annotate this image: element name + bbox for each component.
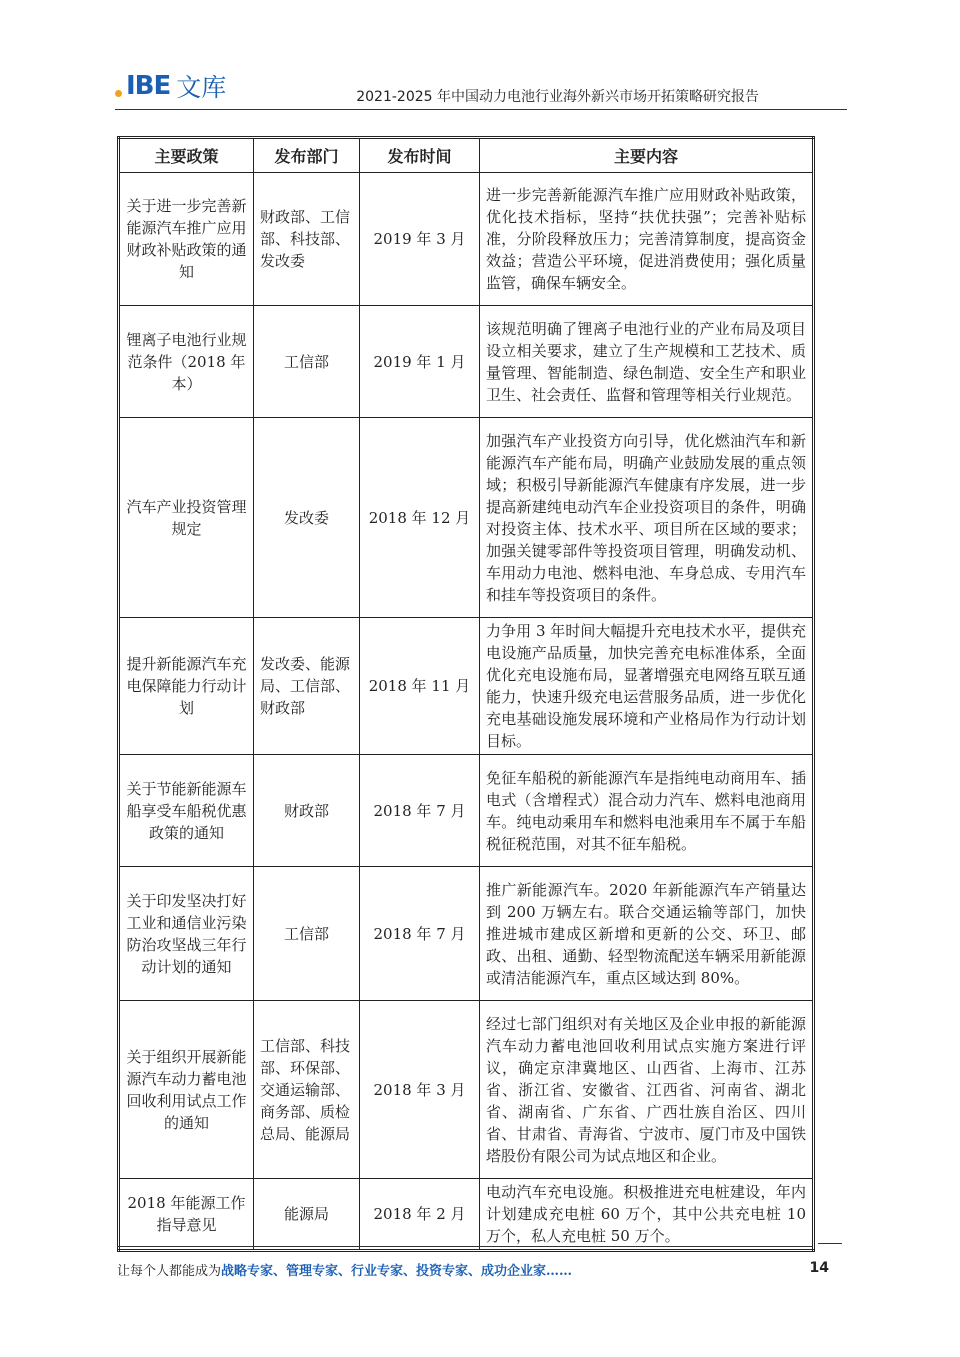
footer-slogan-roles: 战略专家、管理专家、行业专家、投资专家、成功企业家…… <box>221 1264 573 1279</box>
policy-content: 进一步完善新能源汽车推广应用财政补贴政策，优化技术指标，坚持“扶优扶强”；完善补贴标准，分阶段释放压力；完善清算制度，提高资金效益；营造公平环境，促进消费使用；强化质量监管，确保车辆安全。 <box>480 173 814 306</box>
policy-name: 关于印发坚决打好工业和通信业污染防治攻坚战三年行动计划的通知 <box>119 867 254 1001</box>
page-header <box>115 64 847 110</box>
policy-content: 力争用 3 年时间大幅提升充电技术水平，提供充电设施产品质量，加快完善充电标准体系，全面优化充电设施布局，显著增强充电网络互联互通能力，快速升级充电运营服务品质，进一步优化充电基础设施发展环境和产业格局作为行动计划目标。 <box>480 618 814 755</box>
policy-date: 2018 年 3 月 <box>360 1001 480 1179</box>
table-row <box>119 755 814 867</box>
policy-name: 锂离子电池行业规范条件（2018 年本） <box>119 306 254 418</box>
header-divider <box>115 109 847 110</box>
footer-divider <box>117 1246 812 1247</box>
policy-date: 2018 年 7 月 <box>360 867 480 1001</box>
column-header-content: 主要内容 <box>480 138 814 173</box>
policy-name: 汽车产业投资管理规定 <box>119 418 254 618</box>
logo-text: 文库 <box>176 73 227 102</box>
policy-content: 电动汽车充电设施。积极推进充电桩建设，年内计划建成充电桩 60 万个，其中公共充电桩 10 万个，私人充电桩 50 万个。 <box>480 1179 814 1251</box>
table-header-row <box>119 138 814 173</box>
policy-name: 关于组织开展新能源汽车动力蓄电池回收利用试点工作的通知 <box>119 1001 254 1179</box>
table-row <box>119 173 814 306</box>
column-header-date: 发布时间 <box>360 138 480 173</box>
policy-content: 加强汽车产业投资方向引导，优化燃油汽车和新能源汽车产能布局，明确产业鼓励发展的重点领域；积极引导新能源汽车健康有序发展，进一步提高新建纯电动汽车企业投资项目的条件，明确对投资主体、技术水平、项目所在区域的要求；加强关键零部件等投资项目管理，明确发动机、车用动力电池、燃料电池、车身总成、专用汽车和挂车等投资项目的条件。 <box>480 418 814 618</box>
policy-name: 关于节能新能源车船享受车船税优惠政策的通知 <box>119 755 254 867</box>
policy-name: 2018 年能源工作指导意见 <box>119 1179 254 1251</box>
policy-dept: 发改委、能源局、工信部、财政部 <box>254 618 360 755</box>
policy-dept: 发改委 <box>254 418 360 618</box>
policy-content: 免征车船税的新能源汽车是指纯电动商用车、插电式（含增程式）混合动力汽车、燃料电池商用车。纯电动乘用车和燃料电池乘用车不属于车船税征税范围，对其不征车船税。 <box>480 755 814 867</box>
footer-divider-short <box>818 1243 842 1244</box>
policy-dept: 工信部、科技部、环保部、交通运输部、商务部、质检总局、能源局 <box>254 1001 360 1179</box>
policy-date: 2019 年 3 月 <box>360 173 480 306</box>
document-title: 2021-2025 年中国动力电池行业海外新兴市场开拓策略研究报告 <box>356 89 759 105</box>
policy-date: 2018 年 11 月 <box>360 618 480 755</box>
policy-date: 2018 年 2 月 <box>360 1179 480 1251</box>
policy-date: 2018 年 12 月 <box>360 418 480 618</box>
policy-dept: 工信部 <box>254 867 360 1001</box>
logo-mark: IBE <box>126 71 171 101</box>
policy-name: 关于进一步完善新能源汽车推广应用财政补贴政策的通知 <box>119 173 254 306</box>
logo-dot-icon <box>115 90 122 97</box>
policy-dept: 工信部 <box>254 306 360 418</box>
column-header-policy: 主要政策 <box>119 138 254 173</box>
page-number: 14 <box>809 1260 829 1276</box>
policy-name: 提升新能源汽车充电保障能力行动计划 <box>119 618 254 755</box>
policy-content: 该规范明确了锂离子电池行业的产业布局及项目设立相关要求，建立了生产规模和工艺技术、质量管理、智能制造、绿色制造、安全生产和职业卫生、社会责任、监督和管理等相关行业规范。 <box>480 306 814 418</box>
table-row <box>119 1001 814 1179</box>
policy-content: 经过七部门组织对有关地区及企业申报的新能源汽车动力蓄电池回收利用试点实施方案进行评议，确定京津冀地区、山西省、上海市、江苏省、浙江省、安徽省、江西省、河南省、湖北省、湖南省、广东省、广西壮族自治区、四川省、甘肃省、青海省、宁波市、厦门市及中国铁塔股份有限公司为试点地区和企业。 <box>480 1001 814 1179</box>
logo <box>115 68 226 104</box>
policy-date: 2019 年 1 月 <box>360 306 480 418</box>
table-row <box>119 867 814 1001</box>
policy-dept: 能源局 <box>254 1179 360 1251</box>
policy-dept: 财政部、工信部、科技部、发改委 <box>254 173 360 306</box>
policy-date: 2018 年 7 月 <box>360 755 480 867</box>
table-row <box>119 306 814 418</box>
policy-dept: 财政部 <box>254 755 360 867</box>
policy-table <box>117 136 815 1252</box>
table-row <box>119 1179 814 1251</box>
page-footer <box>117 1260 829 1280</box>
table-row <box>119 418 814 618</box>
column-header-dept: 发布部门 <box>254 138 360 173</box>
table-row <box>119 618 814 755</box>
policy-content: 推广新能源汽车。2020 年新能源汽车产销量达到 200 万辆左右。联合交通运输等部门，加快推进城市建成区新增和更新的公交、环卫、邮政、出租、通勤、轻型物流配送车辆采用新能源或清洁能源汽车，重点区域达到 80%。 <box>480 867 814 1001</box>
footer-slogan-lead: 让每个人都能成为 <box>117 1264 222 1279</box>
